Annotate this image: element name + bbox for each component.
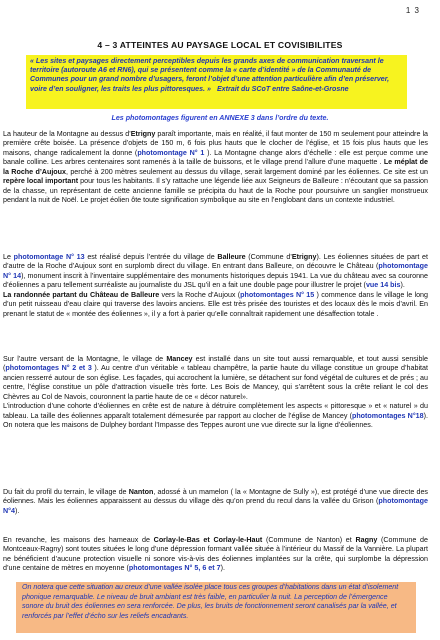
photomontage-ref-13: photomontage N° 13 bbox=[13, 253, 85, 261]
conclusion-box bbox=[16, 582, 416, 633]
conclusion-text: On notera que cette situation au creux d’une vallée isolée place tous ces groupes d’habitations dans un état d’isolement phonique remarquable. Le niveau de bruit ambiant est très faible, en particulier la nuit. La perception de l’émergence sonore du bruit des éoliennes en sera renforcée. De plus, les bruits de fonctionnement seront canalisés par la vallée, et renforcés par l’effet d’écho sur les reliefs encadrants. bbox=[22, 583, 399, 620]
randonnee-highlight: La randonnée partant du Château de Balleure bbox=[3, 290, 160, 299]
photomontage-ref-1: photomontage N° 1 bbox=[137, 148, 205, 157]
paragraph-corlay-ragny bbox=[3, 536, 428, 574]
paragraph-mancey bbox=[3, 355, 428, 431]
roche-aujoux-highlight: Le méplat de la Roche d’Aujoux bbox=[3, 158, 428, 176]
text-run: vers la Roche d’Aujoux ( bbox=[159, 290, 241, 299]
text-run: Le bbox=[3, 253, 14, 261]
photomontage-ref-14: photomontage N° 14 bbox=[3, 262, 428, 280]
photomontage-ref-5-6-7: photomontages N° 5, 6 et 7 bbox=[128, 564, 221, 573]
text-run: ). bbox=[220, 564, 225, 573]
quote-source: Extrait du SCoT entre Saône-et-Grosne bbox=[216, 84, 349, 93]
text-run: ). Au centre d’un véritable « tableau champêtre, la partie haute du village constitue un groupe d’habitat ancien resserré autour de son église. Les façades, qui accrochent la lumière, se détachent sur fond végétal de cultures et de prés ; au centre, l’église constitue un pôle d’attraction visuelle très forte. Les Bois de Mancey, qui s’arrêtent sous la crête reliant le col des Chèvres au Col de Navois, couronnent la partie haute de ce « décor naturel». bbox=[3, 364, 428, 401]
text-run: ). bbox=[14, 506, 20, 515]
vue-14-bis-ref: vue 14 bis bbox=[365, 281, 401, 290]
photomontage-ref-2-3: photomontages N° 2 et 3 bbox=[5, 364, 92, 373]
text-run: ), monument inscrit à l’inventaire supplémentaire des monuments historiques depuis 1941. La vue du château avec sa couronne d’éoliennes a paru tellement surréaliste au journaliste du JSL qu’il en a fait une double page pour illustrer le projet ( bbox=[3, 271, 428, 290]
text-run: En revanche, les maisons des hameaux de bbox=[3, 536, 154, 544]
text-run: (Commune de Nanton) et bbox=[262, 536, 356, 544]
place-corlay: Corlay-le-Bas et Corlay-le-Haut bbox=[153, 536, 263, 544]
place-etrigny: Etrigny bbox=[130, 130, 156, 138]
text-run: Du fait du profil du terrain, le village de bbox=[3, 488, 129, 496]
scot-quote bbox=[30, 57, 403, 94]
text-run: La hauteur de la Montagne au dessus d’ bbox=[3, 130, 131, 138]
text-run: ) commence dans le village le long d’un petit ruisseau d’eau claire qui traverse des lavoirs anciens. Elle est très prisée des touristes et des locaux dès le mois d’avril. En prenant le statut de « montée des éoliennes », il y a fort à parier qu’elle connaîtrait rapidement une désaffection totale . bbox=[3, 290, 428, 318]
text-run: ). On notera que les maisons de Dulphey bordant l’Impasse des Teppes auront une vue directe sur la ligne d’éoliennes. bbox=[3, 411, 428, 430]
text-run: L’introduction d’une cohorte d’éoliennes en crête est de nature à détruire complètement les aspects « pittoresque » et « naturel » du tableau. La taille des éoliennes apparaît totalement démesurée par rapport au clocher de l’église de Mancey ( bbox=[3, 402, 428, 420]
place-etrigny: Etrigny bbox=[291, 253, 317, 261]
text-run: est installé dans un site tout aussi remarquable, et tout aussi sensible ( bbox=[3, 355, 428, 373]
photomontage-ref-4: photomontage N°4 bbox=[3, 497, 428, 515]
text-run: ). La Montagne change alors d’échelle : elle est perçue comme une banale colline. Les arbres centenaires sont ramenés à la taille de buissons, et le village prend l’allure d’une maquette . bbox=[3, 148, 428, 167]
section-title: 4 – 3 ATTEINTES AU PAYSAGE LOCAL ET COVISIBILITES bbox=[97, 40, 343, 50]
text-run: Sur l’autre versant de la Montagne, le village de bbox=[3, 355, 167, 363]
photomontage-ref-18: photomontages N°18 bbox=[351, 411, 424, 420]
text-run: ). Les éoliennes situées de part et d’autre de la Roche d’Aujoux sont en surplomb direct du village. En entrant dans Balleure, on découvre le Château ( bbox=[3, 253, 428, 271]
text-run: , adossé à un mamelon ( la « Montagne de Sully »), est protégé d’une vue directe des éoliennes. Mais les éoliennes apparaissent au dessus du village dès qu’on prend du recul dans la vallée du Grison ( bbox=[3, 488, 428, 506]
repere-local-highlight: repère local important bbox=[3, 177, 79, 186]
paragraph-etrigny bbox=[3, 130, 428, 206]
page-number: 1 3 bbox=[405, 6, 420, 15]
paragraph-nanton bbox=[3, 488, 428, 516]
place-nanton: Nanton bbox=[128, 488, 154, 496]
text-run: pour tous les habitants. Il s’y rattache une légende liée aux Seigneurs de Balleure : n’écoutant que sa passion de la chasse, un représentant de cette ancienne famille se précipita du haut de la Roche pour poursuivre un sanglier monstrueux pendant la nuit de Noël. Le projet éolien ôte toute signification symbolique au site en l’englobant dans un contexte industriel. bbox=[3, 177, 428, 205]
photomontage-ref-15: photomontages N° 15 bbox=[240, 290, 315, 299]
text-run: (Commune d’ bbox=[245, 253, 292, 261]
place-balleure: Balleure bbox=[217, 253, 246, 261]
text-run: paraît importante, mais en réalité, il faut monter de 150 m seulement pour atteindre la première crête boisée. La présence d’objets de 150 m, 6 fois plus hauts que le clocher de l’église, et 15 fois plus hauts que les maisons, change radicalement la donne ( bbox=[3, 130, 428, 157]
quote-text: « Les sites et paysages directement perceptibles depuis les grands axes de communication traversant le territoire (autoroute A6 et RN6), qui se présentent comme la « carte d’identité » de la Communauté de Communes pour un grand nombre d’usagers, feront l’objet d’une attention particulière afin d’en préserver, voire d’en souligner, les traits les plus pittoresques. » bbox=[30, 57, 390, 93]
place-ragny: Ragny bbox=[355, 536, 378, 544]
paragraph-balleure bbox=[3, 253, 428, 319]
place-mancey: Mancey bbox=[166, 355, 193, 363]
annex-note: Les photomontages figurent en ANNEXE 3 dans l’ordre du texte. bbox=[111, 114, 329, 122]
text-run: (Commune de Montceaux-Ragny) sont toutes situées le long d’une dépression formant vallée située à l’intérieur du Massif de la Vannière. La plupart ne bénéficient d’aucune protection visuelle ni sonore vis-à-vis des éoliennes implantées sur la crête, qui surplombe la dépression d’une centaine de mètres en moyenne ( bbox=[3, 536, 429, 573]
text-run: est réalisé depuis l’entrée du village de bbox=[84, 253, 218, 261]
text-run: , perché à 200 mètres seulement au dessus du village, serait largement dominé par les éoliennes. Ce site est un bbox=[66, 167, 428, 176]
scot-quote-box bbox=[26, 55, 407, 109]
text-run: ). bbox=[400, 281, 405, 290]
